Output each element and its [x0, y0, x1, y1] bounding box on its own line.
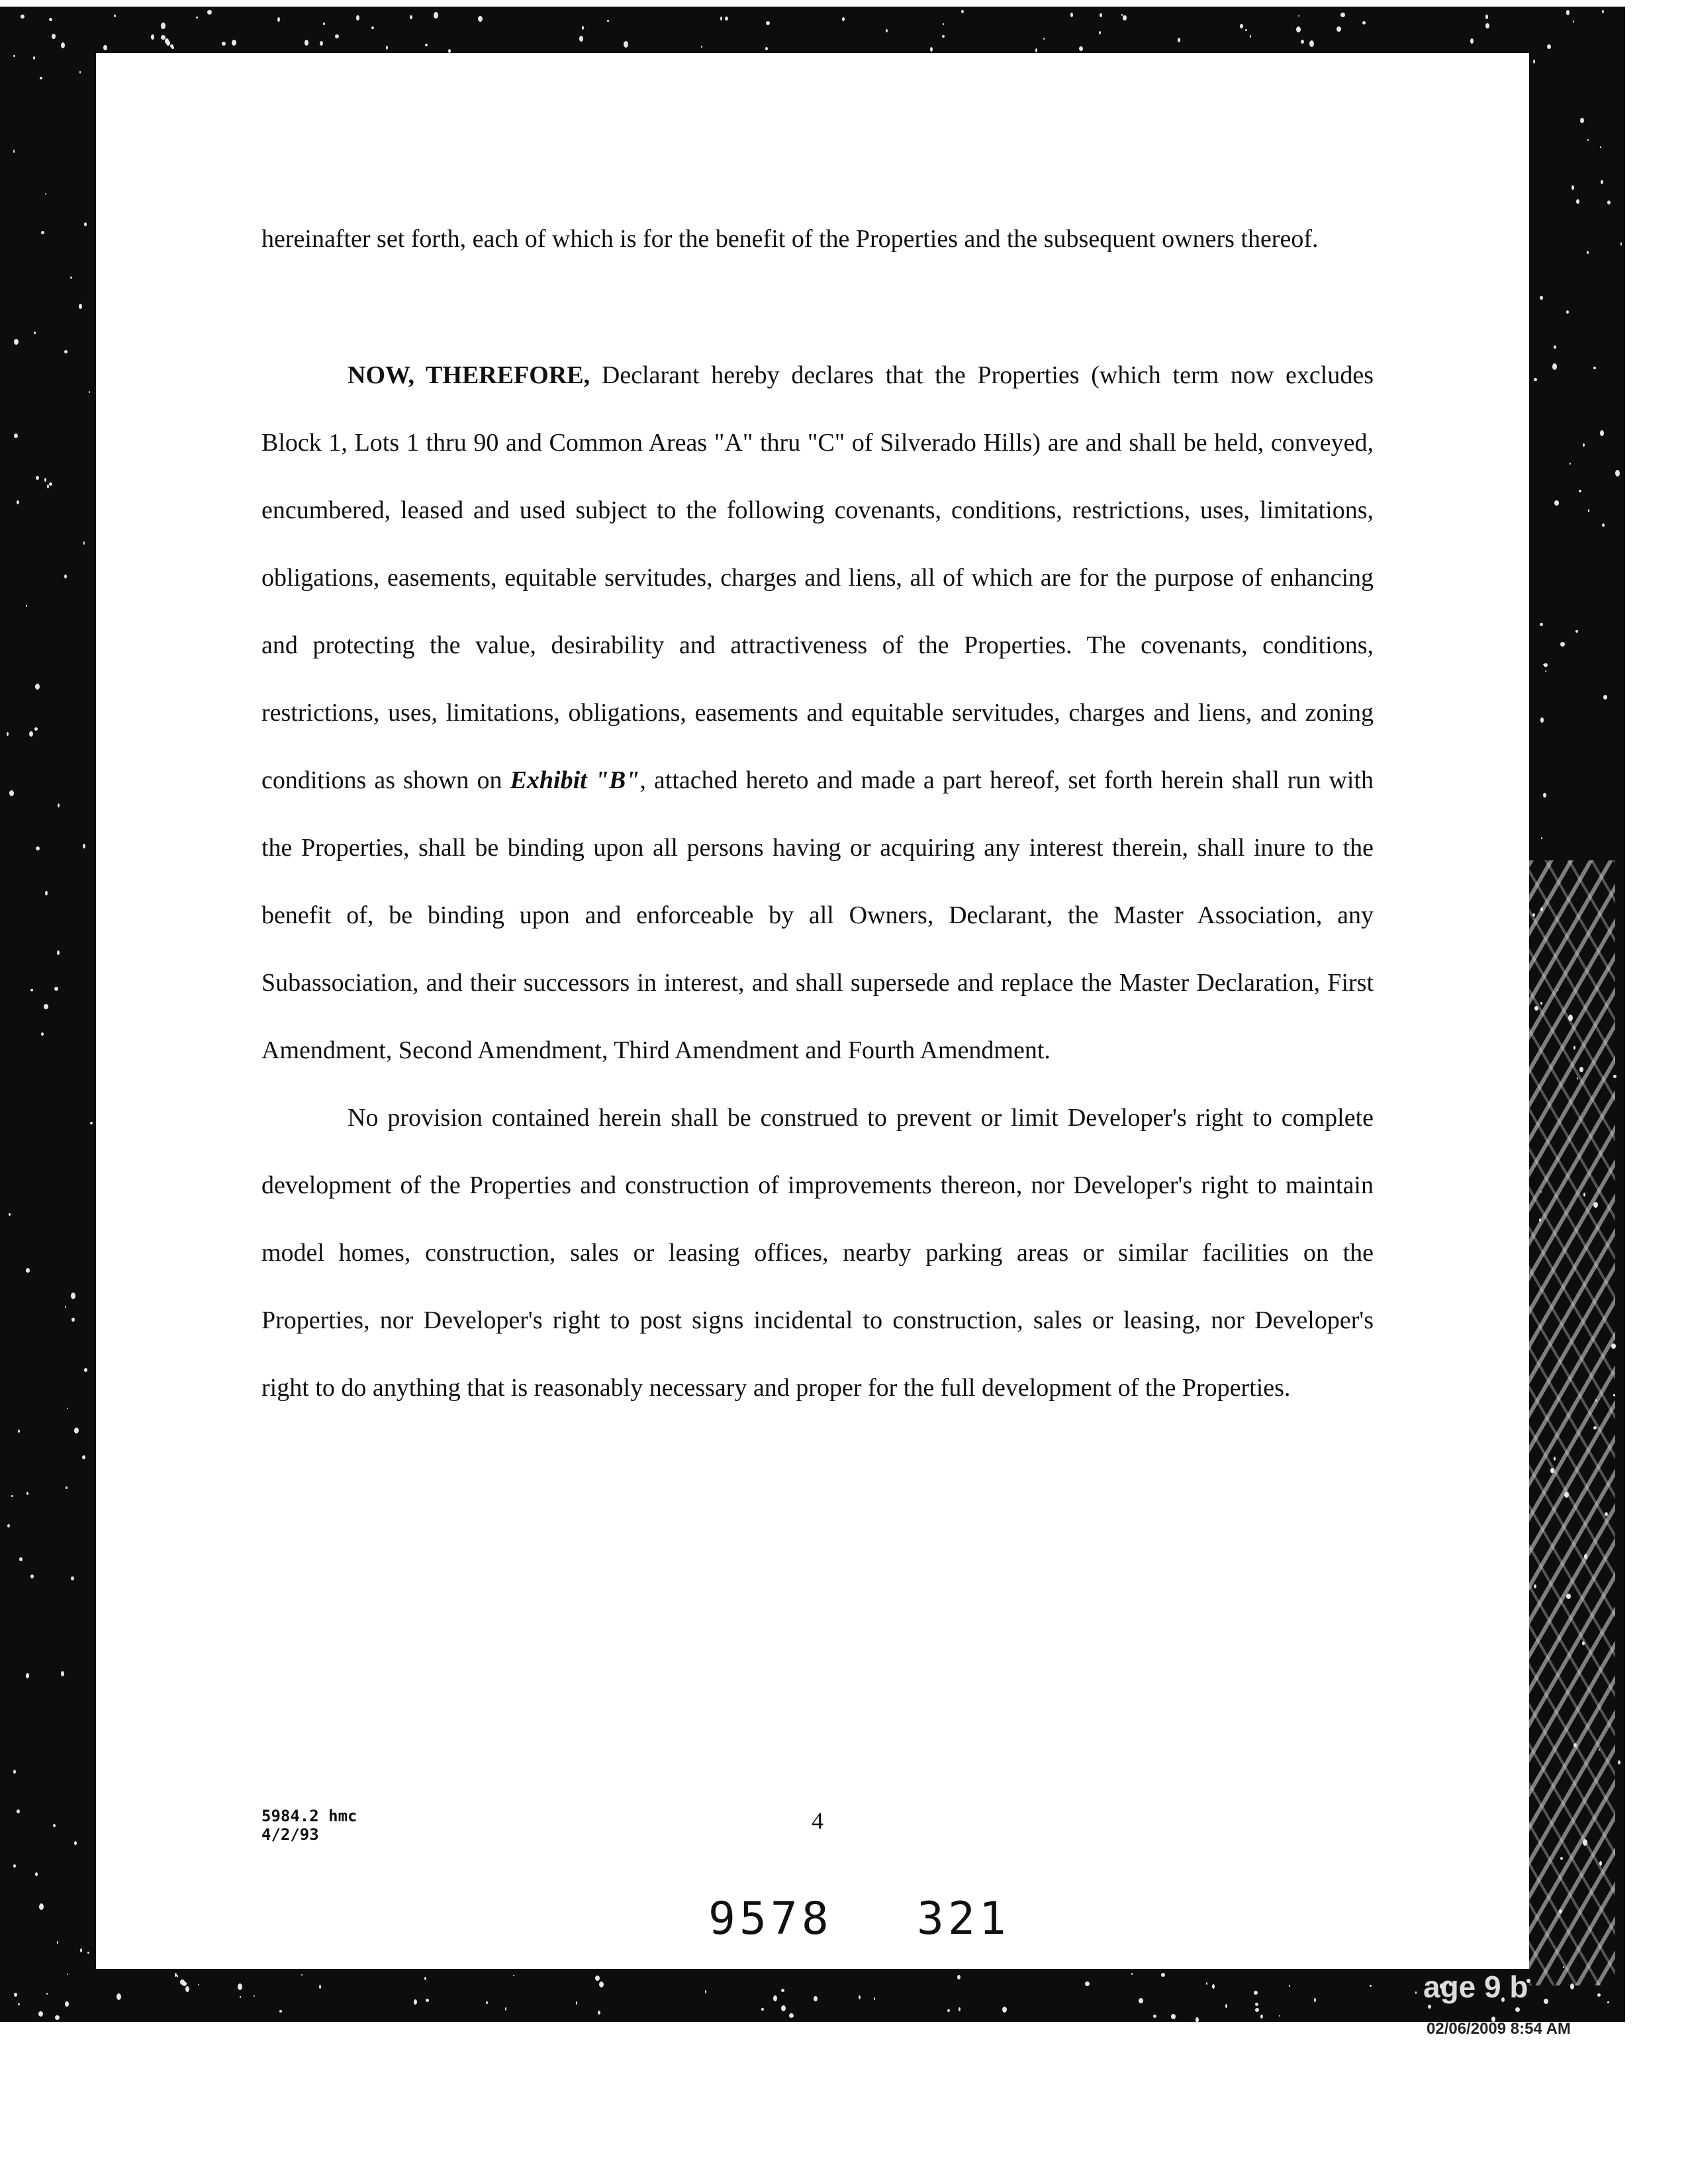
scan-speck [961, 10, 964, 13]
scan-speck [1540, 623, 1543, 626]
scan-speck [1579, 1067, 1583, 1072]
scan-speck [1560, 642, 1565, 647]
scan-speck [1485, 23, 1489, 28]
scan-speck [84, 222, 87, 226]
scan-speck [41, 231, 44, 234]
scan-speck [41, 1032, 44, 1036]
scan-speck [1566, 310, 1569, 314]
scan-speck [1121, 14, 1123, 16]
scan-speck [7, 1524, 10, 1527]
scan-speck [320, 41, 323, 46]
scan-speck [1035, 48, 1037, 52]
scan-speck [1613, 1075, 1617, 1078]
page-number: 4 [812, 1807, 823, 1834]
scan-speck [1588, 509, 1589, 512]
scan-speck [947, 2009, 950, 2012]
scan-speck [1070, 13, 1073, 17]
scan-speck [80, 1948, 82, 1952]
scan-speck [766, 21, 770, 25]
scan-speck [478, 16, 483, 22]
scan-speck [74, 1428, 79, 1433]
scan-speck [1534, 1584, 1536, 1588]
scan-speck [1212, 1984, 1215, 1989]
scan-speck [161, 23, 165, 29]
scan-speck [82, 1455, 85, 1459]
scan-speck [47, 484, 49, 488]
print-timestamp: 02/06/2009 8:54 AM [1427, 2020, 1571, 2038]
scan-speck [1532, 913, 1535, 917]
scan-speck [624, 41, 628, 48]
scan-speck [576, 2001, 577, 2005]
scan-speck [1575, 630, 1578, 633]
scan-speck [781, 2005, 786, 2011]
scan-speck [1043, 38, 1045, 40]
declaration-text-part2: , attached hereto and made a part hereof, set forth herein shall run with the Properties, shall be binding upon all persons having or acquiring any interest therein, shall inure to the benefit of, be binding upon and enforceable by all Owners, Declarant, the Master Association, any Subassociation, and their successors in interest, and shall supersede and replace the Master Declaration, First Amendment, Second Amendment, Third Amendment and Fourth Amendment. [261, 766, 1374, 1064]
scan-speck [1543, 793, 1546, 797]
scan-speck [1301, 40, 1304, 44]
scan-speck [71, 1576, 74, 1580]
scan-speck [1566, 1594, 1571, 1599]
scan-speck [425, 44, 428, 46]
scan-speck [942, 35, 945, 38]
scan-speck [1597, 1993, 1601, 1997]
scan-speck [240, 1996, 241, 1998]
scan-speck [84, 1368, 87, 1372]
scan-speck [1605, 1512, 1608, 1516]
scan-speck [198, 1984, 199, 1985]
scan-speck [26, 1673, 29, 1678]
scan-speck [177, 1975, 178, 1978]
scan-speck [67, 1408, 68, 1409]
scan-noise-streak [1529, 860, 1615, 1985]
scan-speck [513, 1975, 514, 1976]
scan-speck [30, 989, 33, 991]
scan-speck [720, 17, 722, 21]
scan-speck [46, 1993, 48, 1995]
scan-speck [54, 987, 58, 991]
scan-speck [579, 36, 583, 42]
scan-speck [1583, 443, 1585, 447]
scan-speck [1255, 2008, 1259, 2012]
scan-speck [1550, 1468, 1554, 1473]
scan-speck [1085, 1981, 1090, 1986]
scan-speck [17, 1809, 20, 1813]
scan-speck [607, 20, 609, 22]
scan-speck [21, 15, 24, 19]
scan-speck [13, 55, 15, 57]
scan-speck [45, 193, 46, 195]
scan-speck [13, 150, 15, 153]
scan-speck [90, 1122, 93, 1124]
scan-speck [1171, 2014, 1176, 2019]
scan-speck [1601, 180, 1603, 184]
scan-speck [29, 731, 33, 737]
scan-speck [49, 482, 52, 486]
scan-speck [305, 40, 308, 46]
scan-speck [1557, 989, 1558, 991]
scan-speck [14, 1993, 17, 1997]
scan-speck [182, 1981, 187, 1986]
file-date: 4/2/93 [261, 1825, 319, 1844]
scan-speck [1564, 1492, 1569, 1498]
scan-speck [61, 42, 65, 48]
scan-speck [279, 2010, 282, 2013]
scan-speck [1554, 345, 1556, 349]
scan-speck [595, 1976, 600, 1981]
scan-speck [1254, 1991, 1258, 1995]
scan-speck [773, 1995, 777, 2001]
scan-speck [1161, 1973, 1165, 1977]
scan-speck [1603, 695, 1607, 700]
scan-speck [781, 1989, 784, 1992]
scan-speck [1600, 430, 1604, 436]
scan-speck [335, 34, 339, 38]
page-reference: 321 [917, 1893, 1010, 1945]
scan-speck [40, 77, 42, 79]
scan-speck [1485, 15, 1488, 19]
scan-speck [14, 433, 18, 438]
scan-speck [1250, 35, 1251, 38]
provision-paragraph: No provision contained herein shall be construed to prevent or limit Developer's right to complete development of the Properties and construction of improvements thereon, nor Developer's right to maintain model homes, construction, sales or leasing offices, nearby parking areas or similar facilities on the Properties, nor Developer's right to post signs incidental to construction, sales or leasing, nor Developer's right to do anything that is reasonably necessary and proper for the full development of the Properties. [261, 1104, 1374, 1402]
scan-speck [1206, 1982, 1207, 1985]
file-code: 5984.2 hmc [261, 1807, 357, 1825]
scan-speck [79, 71, 81, 73]
scan-speck [1577, 1077, 1578, 1079]
scan-speck [705, 1990, 706, 1993]
scan-speck [1545, 670, 1546, 672]
scan-speck [57, 1941, 58, 1944]
scan-speck [1079, 46, 1083, 51]
scan-speck [1570, 463, 1571, 465]
scan-speck [64, 574, 67, 578]
scan-speck [18, 1430, 20, 1433]
scan-speck [1573, 1046, 1575, 1050]
scan-speck [386, 46, 388, 50]
scan-speck [67, 1974, 68, 1975]
scan-speck [1298, 15, 1299, 17]
scan-speck [89, 391, 90, 393]
scan-speck [1576, 199, 1579, 204]
scan-speck [70, 277, 72, 279]
scan-speck [505, 2007, 506, 2011]
scan-speck [1255, 2003, 1258, 2006]
scan-speck [45, 891, 48, 895]
scan-speck [222, 42, 226, 46]
scan-speck [71, 1293, 75, 1299]
scan-speck [49, 18, 52, 21]
scan-speck [39, 1903, 44, 1910]
scan-speck [36, 846, 40, 850]
scan-speck [1002, 2007, 1007, 2013]
scan-speck [599, 1981, 604, 1987]
scan-speck [319, 1985, 321, 1989]
scan-speck [57, 950, 60, 955]
scan-speck [1515, 2007, 1520, 2012]
scan-speck [196, 17, 198, 19]
scan-speck [1615, 470, 1620, 477]
scan-speck [323, 23, 325, 25]
scan-speck [930, 47, 933, 52]
scan-speck [1560, 1857, 1563, 1860]
scan-speck [1245, 29, 1247, 31]
scan-speck [1225, 2004, 1227, 2008]
scan-speck [1599, 1749, 1600, 1751]
scan-speck [1620, 242, 1622, 246]
scan-speck [71, 1318, 75, 1322]
scan-speck [207, 10, 212, 15]
scan-speck [1534, 1006, 1538, 1011]
scan-speck [35, 1872, 38, 1876]
scan-speck [1540, 717, 1544, 723]
scan-speck [598, 2011, 600, 2015]
scan-speck [1289, 1985, 1290, 1987]
scan-speck [74, 1841, 77, 1845]
scan-speck [1552, 363, 1557, 370]
scan-speck [171, 46, 174, 49]
scan-speck [1540, 296, 1543, 300]
scan-speck [874, 1997, 875, 2000]
scan-speck [83, 541, 85, 545]
scan-speck [1279, 2015, 1280, 2017]
scan-speck [83, 844, 85, 848]
scan-speck [1593, 367, 1596, 369]
scan-speck [33, 56, 35, 60]
scan-speck [65, 2001, 69, 2007]
scan-speck [9, 1213, 11, 1216]
scan-speck [1540, 1191, 1542, 1193]
scan-speck [1541, 837, 1542, 839]
scan-speck [1533, 60, 1535, 64]
scan-speck [959, 2007, 961, 2011]
scan-speck [814, 1996, 818, 2001]
scan-speck [1544, 663, 1548, 667]
scan-speck [1607, 2001, 1609, 2003]
page-stamp: age 9 b [1423, 1970, 1528, 2004]
scan-speck [44, 478, 46, 482]
scan-speck [238, 1983, 242, 1990]
scan-speck [1178, 38, 1180, 42]
scan-speck [34, 727, 38, 731]
scan-speck [13, 1770, 16, 1774]
scan-speck [1570, 1983, 1574, 1989]
scan-speck [1554, 1457, 1556, 1461]
scan-speck [725, 17, 728, 21]
scan-speck [1593, 1426, 1597, 1430]
scan-speck [1583, 1193, 1585, 1197]
scan-speck [34, 332, 36, 334]
scan-speck [1568, 1015, 1573, 1021]
scan-speck [61, 1671, 64, 1676]
scan-speck [1582, 1641, 1585, 1645]
scan-speck [1540, 907, 1543, 911]
scan-speck [1613, 1394, 1615, 1396]
scan-speck [1296, 26, 1301, 32]
scan-speck [1547, 44, 1551, 49]
scan-speck [1540, 1002, 1542, 1005]
scan-speck [1580, 118, 1584, 123]
scan-speck [117, 1993, 121, 2000]
scan-speck [1370, 1985, 1372, 1987]
scan-speck [1539, 1218, 1541, 1222]
scan-speck [1260, 2015, 1263, 2019]
scan-speck [859, 1995, 861, 1999]
scan-speck [9, 790, 14, 796]
scan-speck [301, 1974, 303, 1976]
scan-speck [410, 15, 412, 19]
declaration-paragraph [261, 341, 1374, 1084]
scan-speck [1153, 2015, 1156, 2018]
scan-speck [1602, 523, 1605, 527]
scan-speck [114, 15, 116, 17]
book-number: 9578 [708, 1893, 833, 1945]
declaration-text-part1: Declarant hereby declares that the Properties (which term now excludes Block 1, Lots 1 thru 90 and Common Areas "A" thru "C" of Silverado Hills) are and shall be held, conveyed, encumbered, leased and used subject to the following covenants, conditions, restrictions, uses, limitations, obligations, easements, equitable servitudes, charges and liens, all of which are for the purpose of enhancing and protecting the value, desirability and attractiveness of the Properties. The covenants, conditions, restrictions, uses, limitations, obligations, easements and equitable servitudes, charges and liens, and zoning conditions as shown on [261, 361, 1374, 794]
scan-speck [19, 1557, 23, 1561]
scan-speck [38, 2011, 43, 2017]
scan-speck [55, 2015, 60, 2020]
scan-speck [185, 1986, 189, 1992]
scan-speck [414, 1999, 417, 2005]
scan-speck [11, 1495, 13, 1497]
scan-speck [1139, 1998, 1143, 2003]
scan-speck [1599, 1861, 1602, 1866]
scan-speck [761, 2008, 764, 2011]
scan-speck [1573, 1743, 1577, 1747]
scan-speck [254, 1995, 255, 1997]
file-code-block [261, 1807, 357, 1844]
scan-speck [842, 17, 845, 21]
scan-speck [424, 1977, 426, 1980]
scan-speck [426, 1999, 429, 2002]
scan-speck [1340, 13, 1345, 17]
scan-speck [371, 26, 374, 29]
scan-speck [1607, 201, 1611, 205]
scan-speck [1587, 139, 1589, 141]
scan-speck [1544, 1999, 1548, 2004]
scan-speck [582, 26, 584, 30]
scan-speck [277, 17, 280, 22]
scan-speck [66, 1486, 68, 1489]
scan-speck [356, 15, 359, 21]
scan-speck [886, 29, 888, 32]
scan-speck [18, 2003, 20, 2005]
intro-paragraph: hereinafter set forth, each of which is for the benefit of the Properties and the subsequent owners thereof. [261, 225, 1319, 253]
scan-speck [1579, 490, 1581, 492]
scan-speck [434, 12, 438, 19]
scan-speck [1314, 1998, 1316, 2002]
scan-speck [36, 476, 39, 480]
scan-speck [1534, 378, 1537, 381]
scan-speck [1336, 26, 1341, 32]
scan-speck [26, 1492, 28, 1495]
scan-speck [1196, 2017, 1199, 2023]
scan-speck [1593, 1202, 1598, 1208]
now-therefore-lead: NOW, THEREFORE, [348, 361, 590, 389]
scan-speck [52, 34, 56, 39]
scan-speck [1571, 185, 1574, 190]
scan-speck [1131, 1973, 1133, 1975]
scan-speck [44, 1004, 48, 1009]
scan-speck [14, 339, 19, 345]
scan-speck [701, 46, 702, 48]
scan-speck [1415, 1991, 1417, 1994]
scan-speck [166, 40, 170, 46]
scan-speck [53, 1824, 56, 1827]
scan-speck [1470, 38, 1474, 44]
scan-speck [30, 1574, 34, 1578]
scan-speck [1584, 1554, 1587, 1559]
scan-speck [1559, 1909, 1562, 1913]
scan-speck [26, 1268, 30, 1273]
scan-speck [1602, 10, 1604, 13]
exhibit-reference: Exhibit "B" [510, 766, 640, 794]
scan-speck [1600, 146, 1601, 148]
scan-speck [1309, 40, 1314, 47]
scan-speck [1123, 15, 1127, 21]
scan-speck [65, 1306, 66, 1308]
scan-speck [1587, 251, 1589, 254]
scan-speck [17, 500, 19, 504]
scan-speck [87, 1952, 89, 1954]
scan-speck [35, 684, 40, 690]
scan-speck [1428, 2005, 1431, 2009]
scan-speck [1240, 24, 1243, 28]
scan-speck [765, 47, 768, 50]
scan-speck [79, 304, 82, 309]
scan-speck [26, 605, 27, 607]
scan-speck [1583, 1839, 1587, 1846]
scan-speck [64, 350, 68, 353]
scan-speck [232, 40, 236, 46]
scan-speck [58, 803, 60, 807]
scan-speck [1099, 31, 1101, 34]
scan-speck [943, 23, 944, 25]
scan-speck [486, 2001, 488, 2004]
scan-speck [1618, 1760, 1620, 1764]
scan-speck [789, 2013, 794, 2018]
scan-speck [1362, 21, 1366, 24]
scan-speck [448, 49, 451, 53]
scan-speck [1100, 13, 1102, 17]
scan-speck [1554, 500, 1559, 506]
scan-speck [1595, 1399, 1597, 1402]
scan-speck [1573, 21, 1574, 23]
scan-speck [1563, 1966, 1564, 1968]
scan-speck [103, 45, 107, 50]
scan-speck [151, 34, 154, 40]
scan-speck [1566, 10, 1570, 15]
scan-speck [13, 1864, 16, 1868]
scan-speck [957, 1975, 961, 1979]
scan-speck [7, 732, 9, 736]
document-body [261, 205, 1374, 1422]
scan-speck [1611, 1343, 1616, 1349]
